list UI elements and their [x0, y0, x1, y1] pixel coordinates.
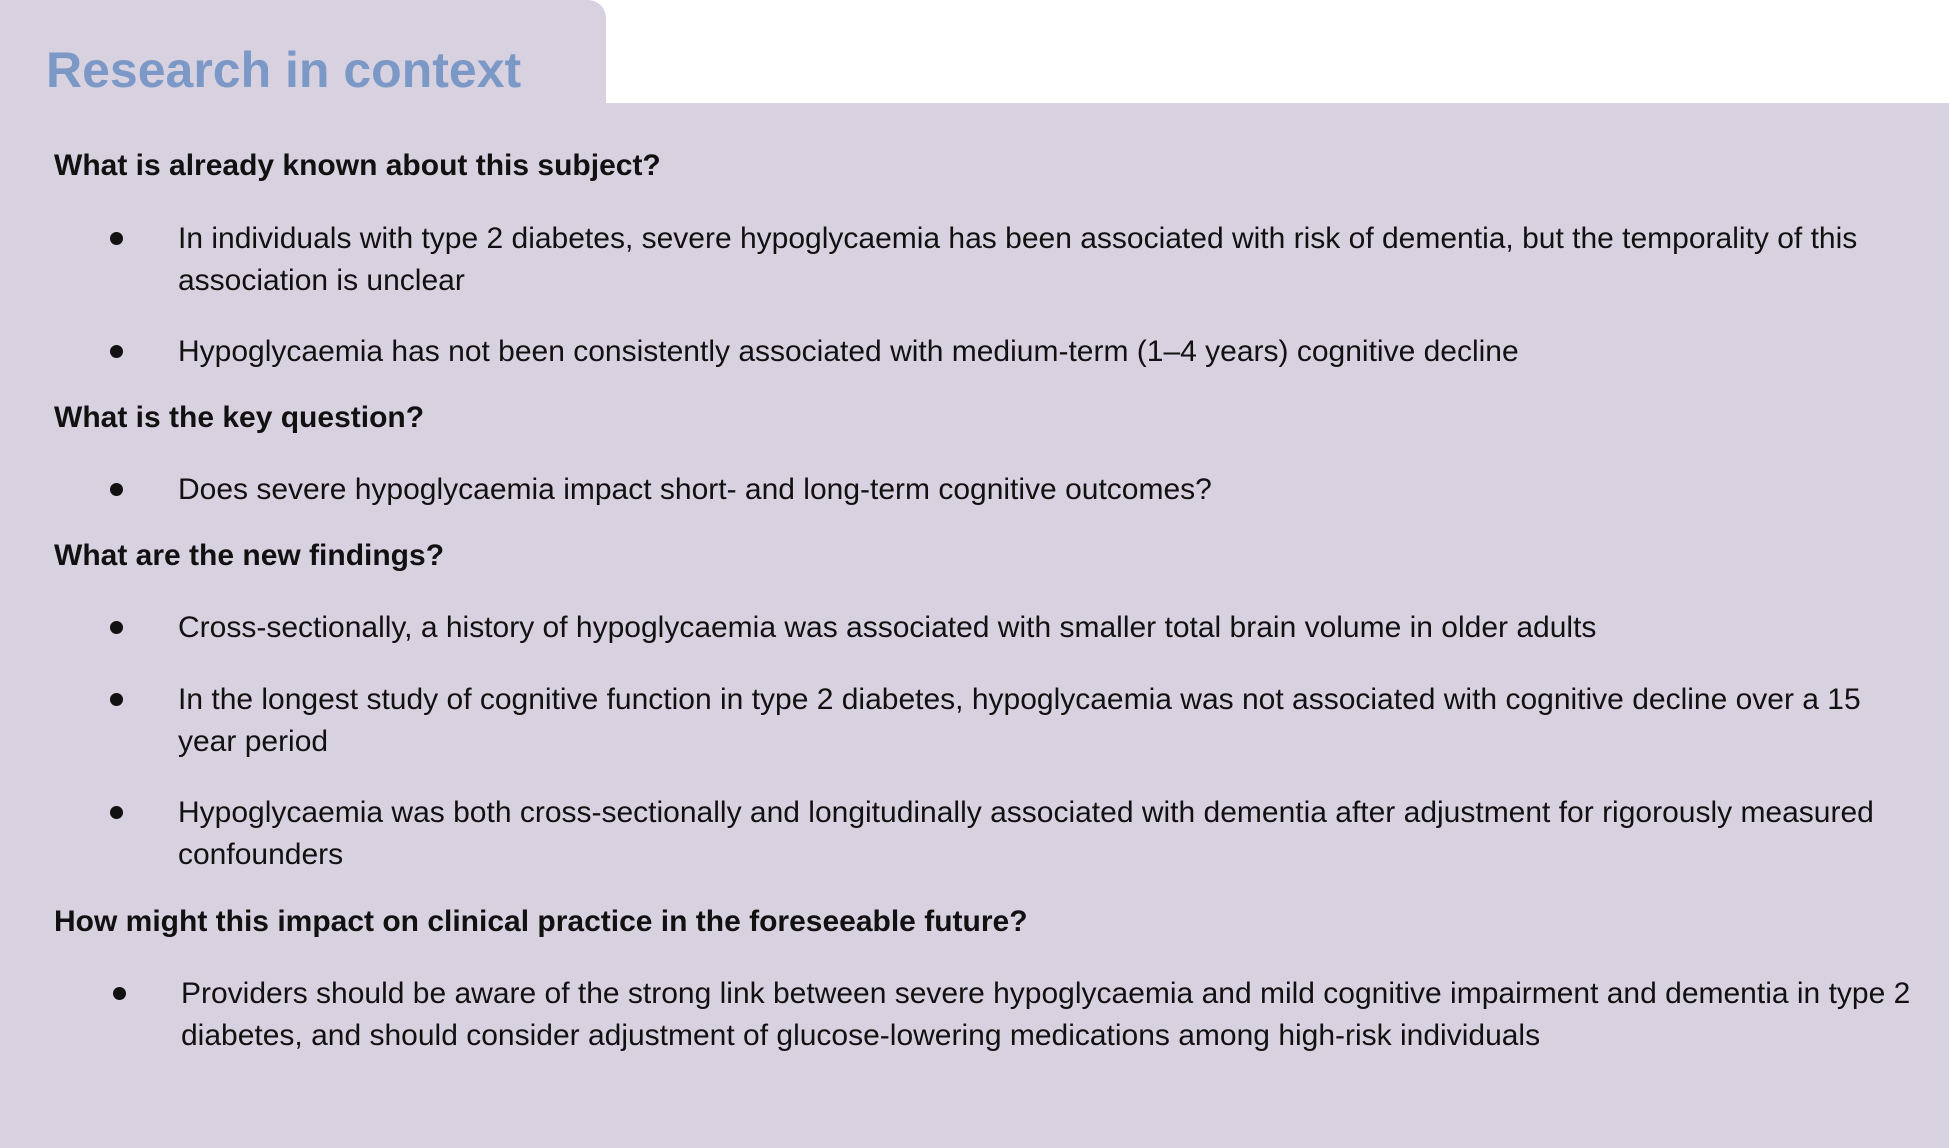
- section-heading-key-question: What is the key question?: [54, 401, 425, 434]
- bullet-text: Providers should be aware of the strong link between severe hypoglycaemia and mild cognitive impairment and dementia in type 2 diabetes, and should consider adjustment of glucose-lowering medications among high-risk individuals: [181, 977, 1911, 1052]
- bullet-text: Does severe hypoglycaemia impact short- and long-term cognitive outcomes?: [178, 473, 1212, 506]
- bullet-icon: [110, 621, 123, 634]
- bullet-icon: [113, 987, 126, 1000]
- bullet-text: Cross-sectionally, a history of hypoglycaemia was associated with smaller total brain volume in older adults: [178, 611, 1597, 644]
- section-heading-new-findings: What are the new findings?: [54, 539, 445, 572]
- box-title: Research in context: [46, 42, 522, 98]
- bullet-icon: [110, 693, 123, 706]
- bullet-text: In the longest study of cognitive function in type 2 diabetes, hypoglycaemia was not associated with cognitive decline over a 15 year period: [178, 683, 1861, 758]
- bullet-icon: [110, 806, 123, 819]
- bullet-text: Hypoglycaemia was both cross-sectionally and longitudinally associated with dementia after adjustment for rigorously measured confounders: [178, 796, 1874, 871]
- bullet-text: Hypoglycaemia has not been consistently associated with medium-term (1–4 years) cognitive decline: [178, 335, 1519, 368]
- bullet-icon: [110, 483, 123, 496]
- bullet-text: In individuals with type 2 diabetes, severe hypoglycaemia has been associated with risk of dementia, but the temporality of this association is unclear: [178, 222, 1858, 297]
- bullet-icon: [110, 345, 123, 358]
- section-heading-clinical-practice: How might this impact on clinical practice in the foreseeable future?: [54, 905, 1028, 938]
- bullet-icon: [110, 232, 123, 245]
- section-heading-known: What is already known about this subject?: [54, 149, 661, 182]
